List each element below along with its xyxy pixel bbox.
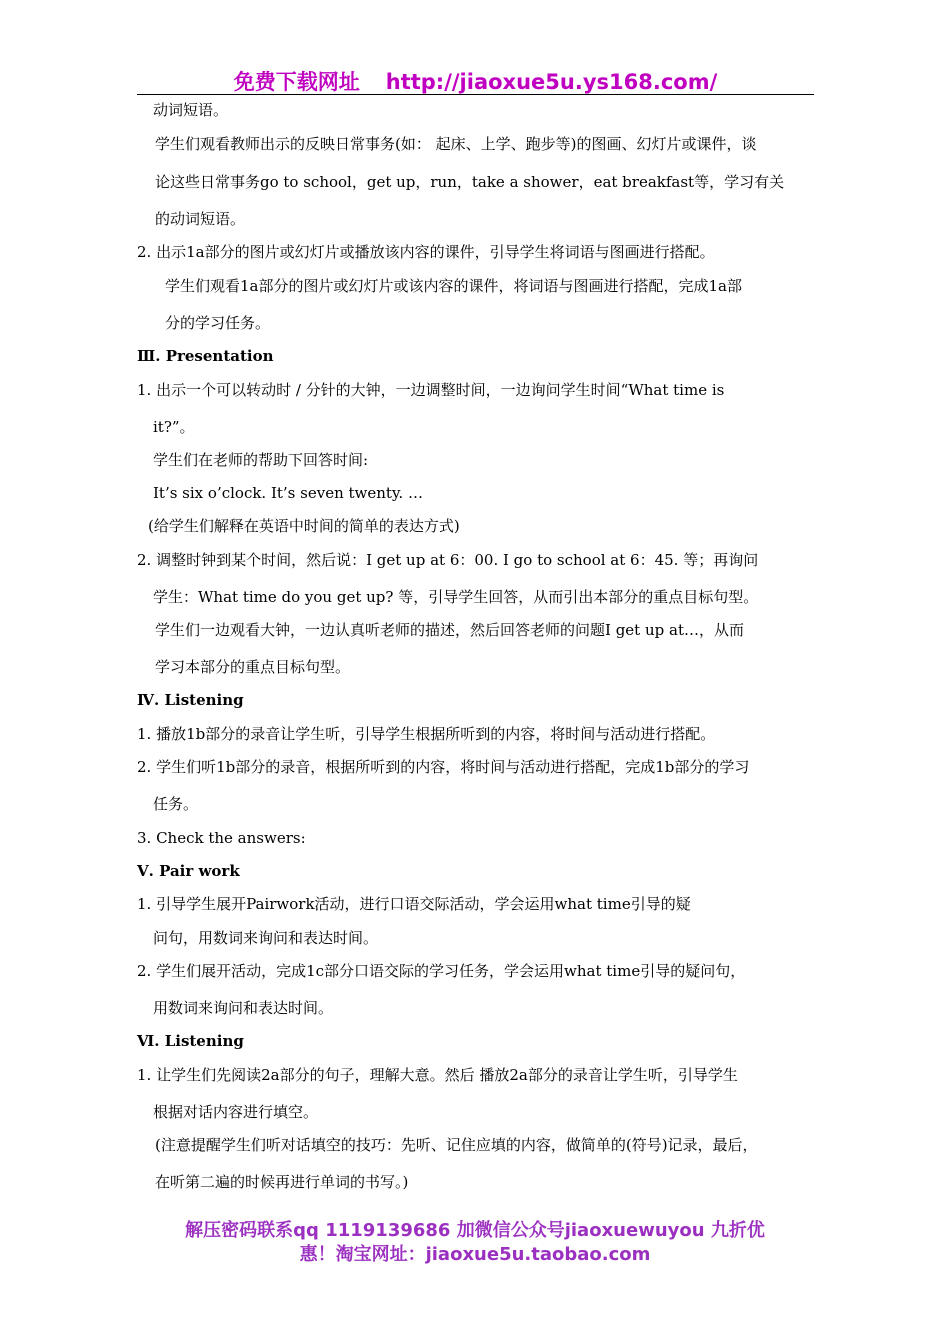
text-line: 分的学习任务。 [165,314,271,332]
text-line: (给学生们解释在英语中时间的简单的表达方式) [148,517,460,535]
text-line: 动词短语。 [153,101,229,119]
header-title: 免费下载网址 [233,70,360,94]
text-line: 1. 播放1b部分的录音让学生听，引导学生根据所听到的内容，将时间与活动进行搭配。 [137,725,716,743]
text-line: 学生们在老师的帮助下回答时间: [153,451,369,469]
text-line: 2. 出示1a部分的图片或幻灯片或播放该内容的课件，引导学生将词语与图画进行搭配。 [137,243,715,261]
text-line: 学生们观看教师出示的反映日常事务(如： 起床、上学、跑步等)的图画、幻灯片或课件，谈 [155,135,757,153]
header-url[interactable]: http://jiaoxue5u.ys168.com/ [385,70,718,94]
text-line: 的动词短语。 [155,210,246,228]
text-line: 2. 学生们展开活动，完成1c部分口语交际的学习任务，学会运用what time引导的疑问句， [137,962,746,980]
text-line: (注意提醒学生们听对话填空的技巧：先听、记住应填的内容，做简单的(符号)记录，最后， [155,1136,758,1154]
text-line: it?”。 [153,418,195,436]
text-line: 1. 引导学生展开Pairwork活动，进行口语交际活动，学会运用what time引导的疑 [137,895,691,913]
text-line: 学生：What time do you get up? 等，引导学生回答，从而引出本部分的重点目标句型。 [153,588,759,606]
text-line: 3. Check the answers: [137,829,306,847]
text-line: 1. 出示一个可以转动时 / 分针的大钟，一边调整时间，一边询问学生时间“What time is [137,381,725,399]
text-line: 2. 调整时钟到某个时间，然后说：I get up at 6：00. I go to school at 6：45. 等；再询问 [137,551,759,569]
section-heading: Ⅴ. Pair work [137,862,240,880]
text-line: 任务。 [153,795,199,813]
text-line: 1. 让学生们先阅读2a部分的句子，理解大意。然后 播放2a部分的录音让学生听，引导学生 [137,1066,738,1084]
text-line: 问句，用数词来询问和表达时间。 [153,929,379,947]
section-heading: Ⅵ. Listening [137,1032,244,1050]
text-line: It’s six o’clock. It’s seven twenty. … [153,484,423,502]
footer-line-1: 解压密码联系qq 1119139686 加微信公众号jiaoxuewuyou 九折优 [185,1220,765,1241]
text-line: 根据对话内容进行填空。 [153,1103,319,1121]
text-line: 2. 学生们听1b部分的录音，根据所听到的内容，将时间与活动进行搭配，完成1b部分的学习 [137,758,750,776]
text-line: 用数词来询问和表达时间。 [153,999,334,1017]
text-line: 学生们观看1a部分的图片或幻灯片或该内容的课件，将词语与图画进行搭配，完成1a部 [165,277,742,295]
text-line: 论这些日常事务go to school，get up，run，take a shower，eat breakfast等，学习有关 [155,173,785,191]
text-line: 在听第二遍的时候再进行单词的书写。) [155,1173,409,1191]
text-line: 学生们一边观看大钟，一边认真听老师的描述，然后回答老师的问题I get up at…，从而 [155,621,744,639]
text-line: 学习本部分的重点目标句型。 [155,658,351,676]
section-heading: Ⅲ. Presentation [137,347,274,365]
section-heading: Ⅳ. Listening [137,691,244,709]
footer-line-2: 惠！淘宝网址：jiaoxue5u.taobao.com [299,1244,651,1265]
page-header [137,66,814,95]
